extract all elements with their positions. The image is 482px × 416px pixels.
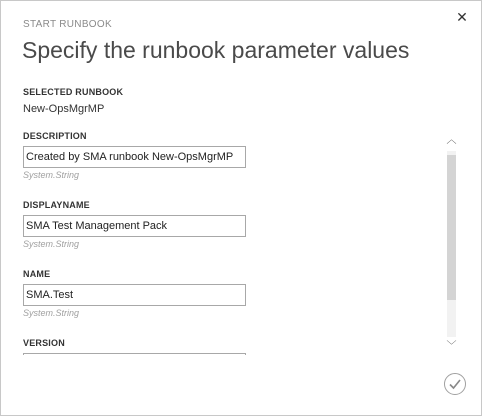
parameters-scrollbar[interactable] (445, 135, 458, 353)
param-description-input[interactable] (23, 146, 246, 168)
param-displayname-input[interactable] (23, 215, 246, 237)
param-description-type: System.String (23, 170, 80, 180)
param-name-input[interactable] (23, 284, 246, 306)
param-name-label: NAME (23, 269, 51, 279)
confirm-button[interactable] (444, 373, 466, 395)
scroll-track[interactable] (447, 151, 456, 337)
param-description (23, 129, 443, 198)
selected-runbook-label: SELECTED RUNBOOK (23, 87, 124, 97)
param-name (23, 267, 443, 336)
page-title: Specify the runbook parameter values (22, 37, 410, 63)
scroll-thumb[interactable] (447, 155, 456, 300)
scroll-down-icon[interactable]: ﹀ (446, 341, 457, 352)
param-version-input[interactable] (23, 353, 246, 355)
param-displayname-type: System.String (23, 239, 80, 249)
param-version (23, 336, 443, 355)
parameters-panel (23, 129, 443, 355)
scroll-up-icon[interactable]: ︿ (446, 135, 457, 146)
selected-runbook-value: New-OpsMgrMP (23, 103, 105, 115)
param-version-label: VERSION (23, 338, 65, 348)
param-displayname-label: DISPLAYNAME (23, 200, 90, 210)
param-name-type: System.String (23, 308, 80, 318)
close-icon[interactable]: ✕ (456, 9, 468, 25)
checkmark-icon (448, 377, 462, 391)
param-description-label: DESCRIPTION (23, 131, 87, 141)
param-displayname (23, 198, 443, 267)
dialog-label: START RUNBOOK (23, 19, 112, 30)
